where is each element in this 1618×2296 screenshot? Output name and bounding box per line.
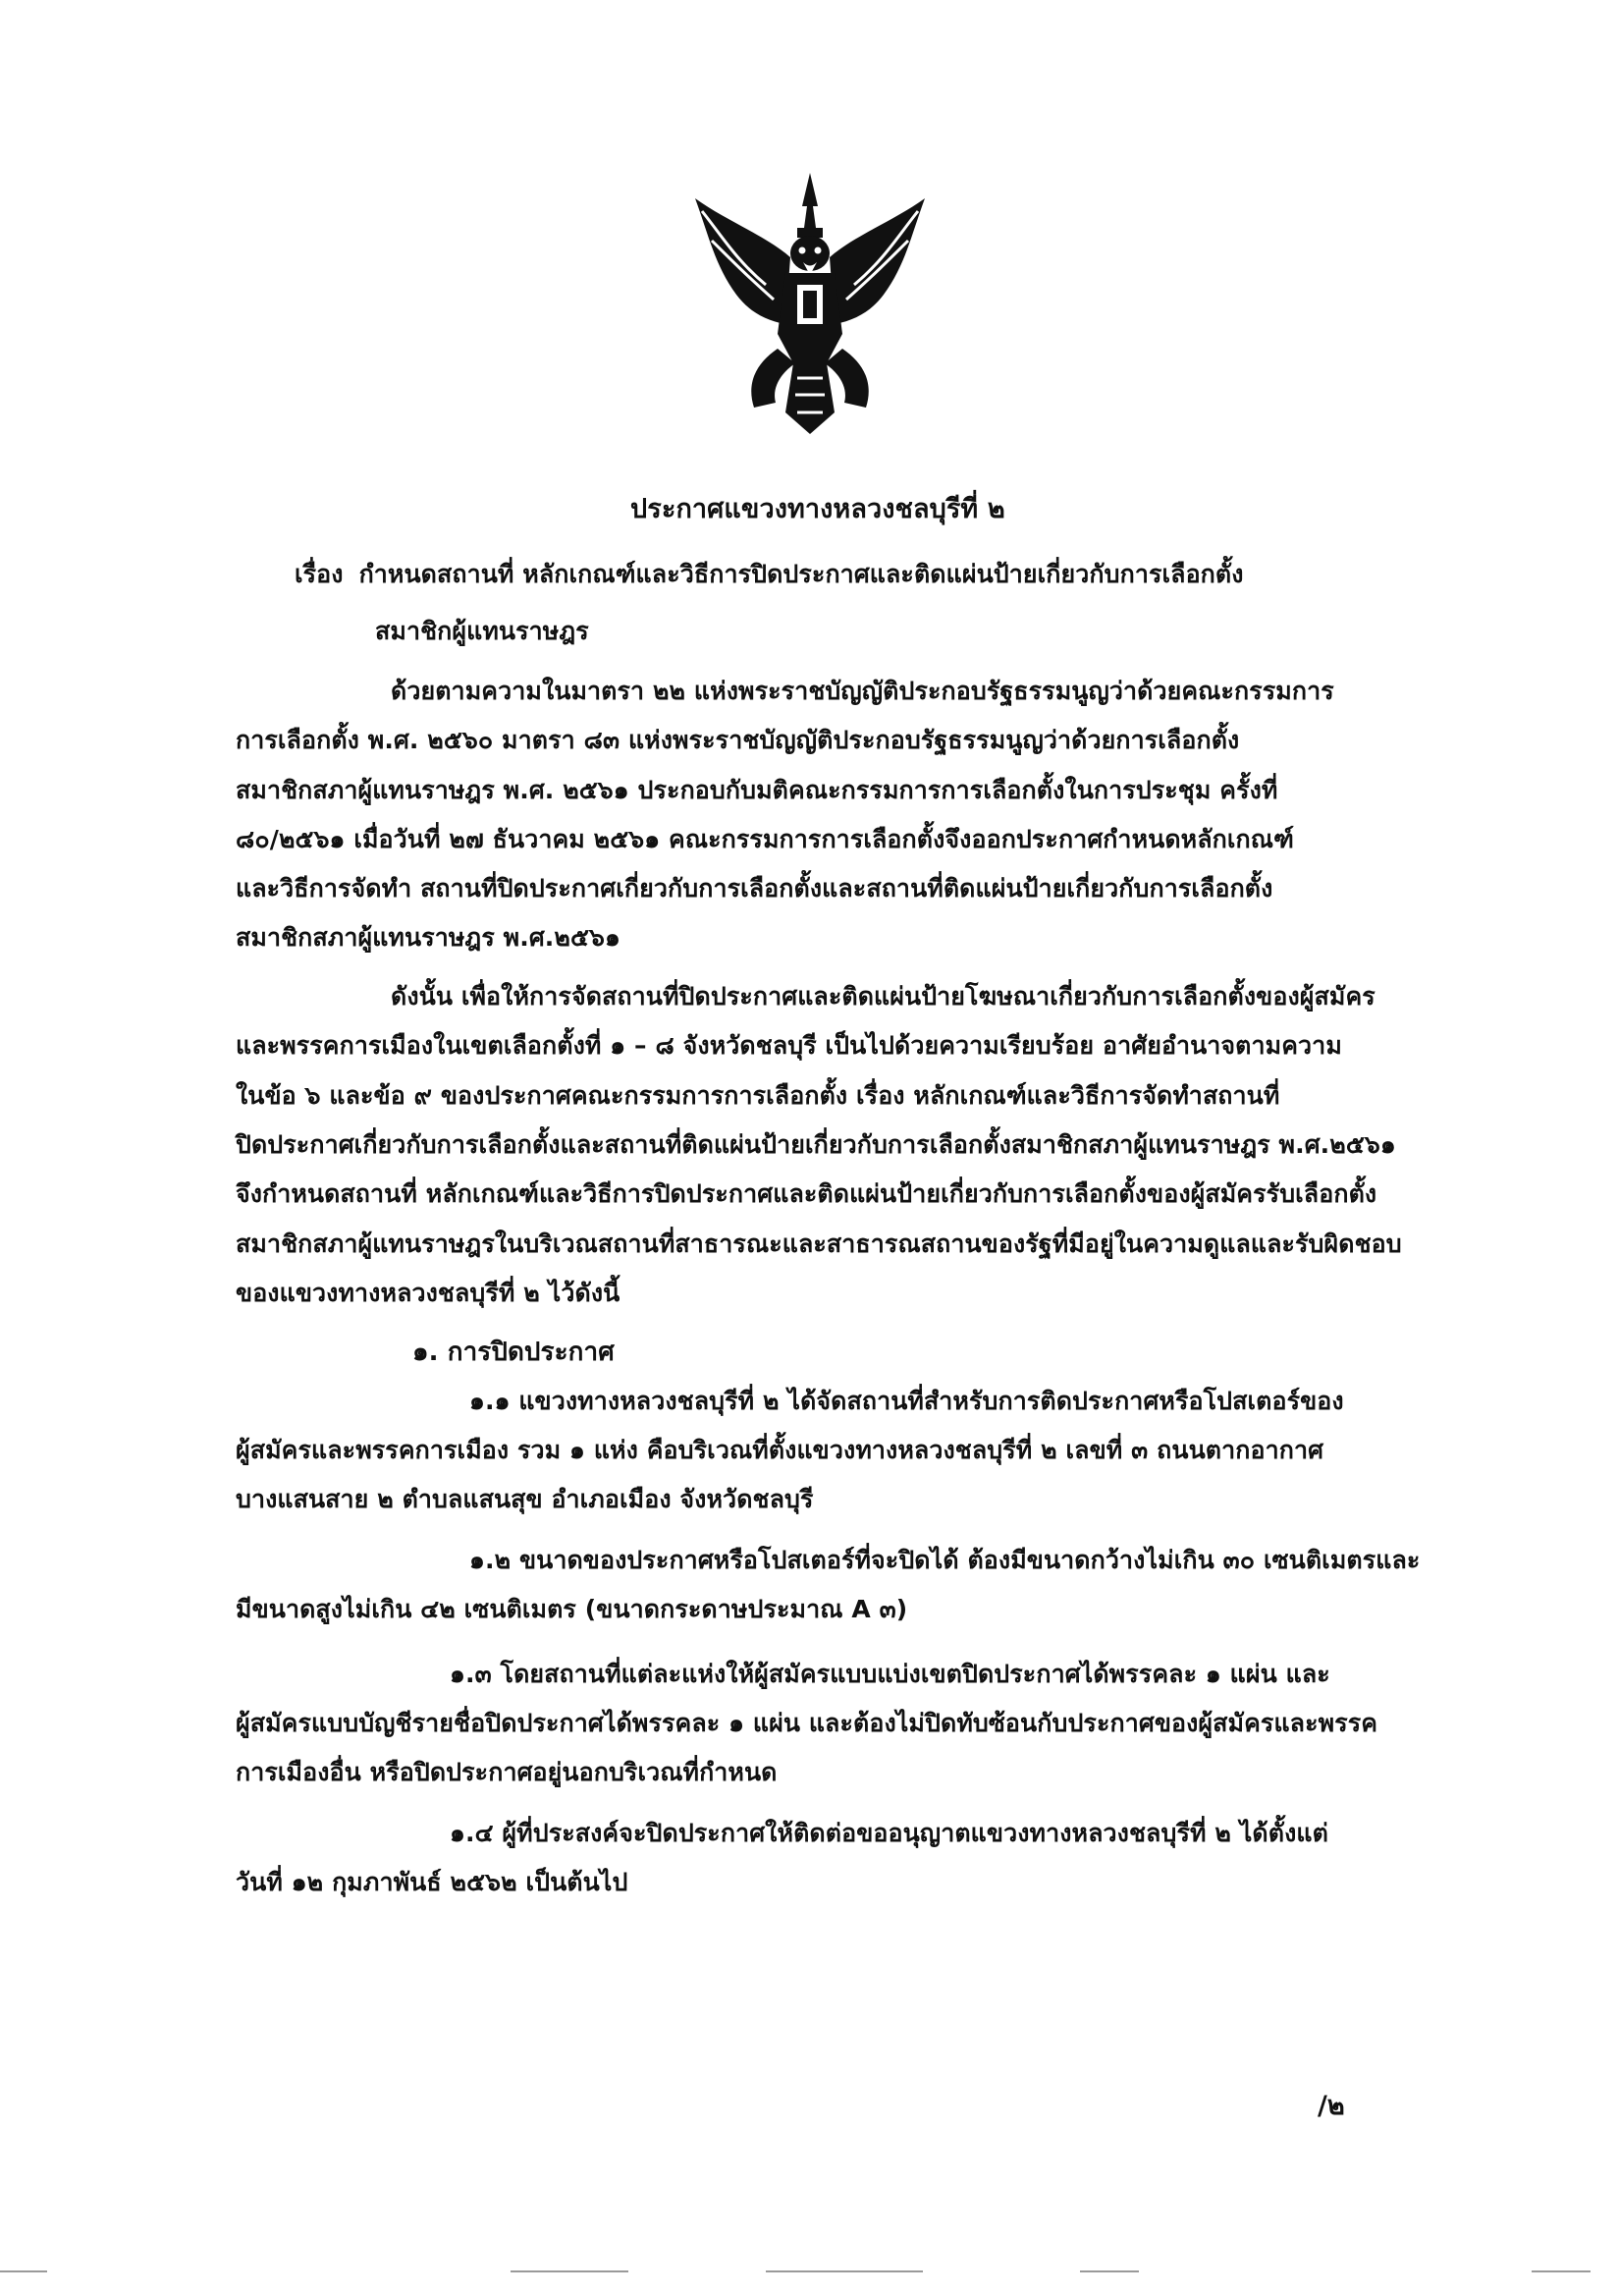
item-line: ผู้สมัครแบบบัญชีรายชื่อปิดประกาศได้พรรคละ ๑ แผ่น และต้องไม่ปิดทับซ้อนกับประกาศของผู้สมัครและพรรค	[236, 1709, 1378, 1737]
item-line: ๑.๑ แขวงทางหลวงชลบุรีที่ ๒ ได้จัดสถานที่สำหรับการติดประกาศหรือโปสเตอร์ของ	[469, 1387, 1344, 1415]
item-line: ผู้สมัครและพรรคการเมือง รวม ๑ แห่ง คือบริเวณที่ตั้งแขวงทางหลวงชลบุรีที่ ๒ เลขที่ ๓ ถนนตากอากาศ	[236, 1436, 1324, 1464]
preamble-line: ๘๐/๒๕๖๑ เมื่อวันที่ ๒๗ ธันวาคม ๒๕๖๑ คณะกรรมการการเลือกตั้งจึงออกประกาศกำหนดหลักเกณฑ์	[236, 825, 1294, 853]
subject-text: กำหนดสถานที่ หลักเกณฑ์และวิธีการปิดประกาศและติดแผ่นป้ายเกี่ยวกับการเลือกตั้ง	[358, 560, 1244, 588]
page-title: ประกาศแขวงทางหลวงชลบุรีที่ ๒	[630, 494, 1005, 524]
scan-artifact	[1532, 2270, 1591, 2272]
paragraph-line: ดังนั้น เพื่อให้การจัดสถานที่ปิดประกาศและติดแผ่นป้ายโฆษณาเกี่ยวกับการเลือกตั้งของผู้สมัคร	[391, 982, 1375, 1011]
subject-line-2: สมาชิกผู้แทนราษฎร	[375, 617, 589, 645]
subject-line-1	[295, 558, 1244, 591]
item-line: ๑.๓ โดยสถานที่แต่ละแห่งให้ผู้สมัครแบบแบ่งเขตปิดประกาศได้พรรคละ ๑ แผ่น และ	[450, 1660, 1330, 1688]
preamble-line: การเลือกตั้ง พ.ศ. ๒๕๖๐ มาตรา ๘๓ แห่งพระราชบัญญัติประกอบรัฐธรรมนูญว่าด้วยการเลือกตั้ง	[236, 726, 1240, 754]
paragraph-line: ของแขวงทางหลวงชลบุรีที่ ๒ ไว้ดังนี้	[236, 1279, 620, 1307]
item-line: ๑.๒ ขนาดของประกาศหรือโปสเตอร์ที่จะปิดได้ ต้องมีขนาดกว้างไม่เกิน ๓๐ เซนติเมตรและ	[469, 1546, 1421, 1574]
item-line: มีขนาดสูงไม่เกิน ๔๒ เซนติเมตร (ขนาดกระดาษประมาณ A ๓)	[236, 1595, 908, 1623]
paragraph-line: สมาชิกสภาผู้แทนราษฎรในบริเวณสถานที่สาธารณะและสาธารณสถานของรัฐที่มีอยู่ในความดูแลและรับผิดชอบ	[236, 1230, 1402, 1258]
subject-label: เรื่อง	[295, 560, 344, 588]
scan-artifact	[0, 2270, 47, 2272]
section-heading: ๑. การปิดประกาศ	[412, 1338, 615, 1367]
garuda-emblem-icon	[687, 167, 933, 437]
item-line: ๑.๔ ผู้ที่ประสงค์จะปิดประกาศให้ติดต่อขออนุญาตแขวงทางหลวงชลบุรีที่ ๒ ได้ตั้งแต่	[450, 1819, 1328, 1847]
paragraph-line: ในข้อ ๖ และข้อ ๙ ของประกาศคณะกรรมการการเลือกตั้ง เรื่อง หลักเกณฑ์และวิธีการจัดทำสถานที่	[236, 1081, 1280, 1110]
preamble-line: ด้วยตามความในมาตรา ๒๒ แห่งพระราชบัญญัติประกอบรัฐธรรมนูญว่าด้วยคณะกรรมการ	[391, 677, 1334, 705]
item-line: วันที่ ๑๒ กุมภาพันธ์ ๒๕๖๒ เป็นต้นไป	[236, 1868, 628, 1896]
scan-artifact	[511, 2270, 628, 2272]
item-line: บางแสนสาย ๒ ตำบลแสนสุข อำเภอเมือง จังหวัดชลบุรี	[236, 1485, 814, 1513]
paragraph-line: ปิดประกาศเกี่ยวกับการเลือกตั้งและสถานที่ติดแผ่นป้ายเกี่ยวกับการเลือกตั้งสมาชิกสภาผู้แทนราษฎร พ.ศ.๒๕๖๑	[236, 1130, 1396, 1159]
paragraph-line: และพรรคการเมืองในเขตเลือกตั้งที่ ๑ – ๘ จังหวัดชลบุรี เป็นไปด้วยความเรียบร้อย อาศัยอำนาจตามความ	[236, 1031, 1342, 1060]
preamble-line: สมาชิกสภาผู้แทนราษฎร พ.ศ.๒๕๖๑	[236, 923, 620, 952]
preamble-line: และวิธีการจัดทำ สถานที่ปิดประกาศเกี่ยวกับการเลือกตั้งและสถานที่ติดแผ่นป้ายเกี่ยวกับการเลือกตั้ง	[236, 874, 1273, 902]
next-page-number: /๒	[1318, 2091, 1345, 2121]
preamble-line: สมาชิกสภาผู้แทนราษฎร พ.ศ. ๒๕๖๑ ประกอบกับมติคณะกรรมการการเลือกตั้งในการประชุม ครั้งที่	[236, 776, 1278, 804]
scan-artifact	[1080, 2270, 1139, 2272]
scan-artifact	[766, 2270, 923, 2272]
item-line: การเมืองอื่น หรือปิดประกาศอยู่นอกบริเวณที่กำหนด	[236, 1758, 778, 1786]
paragraph-line: จึงกำหนดสถานที่ หลักเกณฑ์และวิธีการปิดประกาศและติดแผ่นป้ายเกี่ยวกับการเลือกตั้งของผู้สมัครรับเลือกตั้ง	[236, 1179, 1377, 1208]
